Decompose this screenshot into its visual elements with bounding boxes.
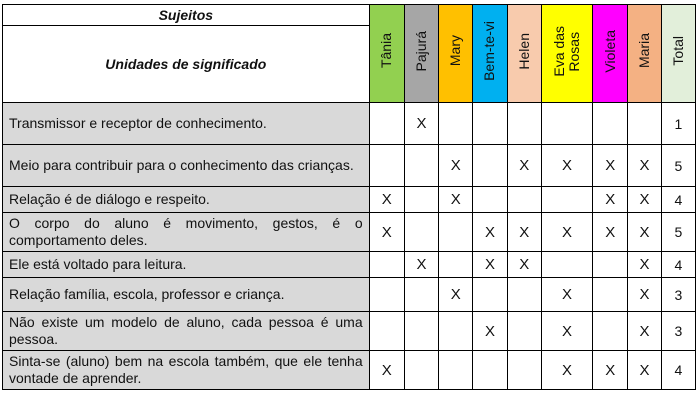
mark-cell [369,312,404,351]
total-cell: 4 [661,351,695,390]
subject-label: Mary [447,35,464,67]
subject-label: Maria [636,33,653,69]
mark-cell: X [628,213,661,252]
meaning-unit-text: Relação é de diálogo e respeito. [3,187,370,213]
mark-cell [507,351,541,390]
subject-label: Pajurá [413,30,429,72]
subject-header-eva-das-rosas [541,5,592,103]
subject-label: Bem-te-vi [481,21,498,81]
mark-cell [507,103,541,145]
mark-cell [439,213,473,252]
mark-cell: X [541,145,592,187]
mark-cell: X [473,213,507,252]
mark-cell: X [628,351,661,390]
meaning-unit-text: Meio para contribuir para o conhecimento das crianças. [3,145,370,187]
table-row [3,213,696,252]
subject-label: Eva das Rosas [551,25,582,77]
meaning-unit-text: O corpo do aluno é movimento, gestos, é o comportamento deles. [3,213,370,252]
table-row [3,278,696,312]
table-row [3,187,696,213]
subject-header-helen [507,5,541,103]
mark-cell [404,351,438,390]
mark-cell [593,312,628,351]
mark-cell: X [593,145,628,187]
total-cell: 4 [661,187,695,213]
mark-cell: X [628,187,661,213]
subject-label: Violeta [601,29,618,73]
mark-cell: X [369,187,404,213]
subjects-header: Sujeitos [3,5,370,26]
subject-label: Tânia [378,33,395,69]
subject-header-violeta [593,5,628,103]
meaning-unit-text: Relação família, escola, professor e criança. [3,278,370,312]
mark-cell [593,103,628,145]
total-cell: 4 [661,252,695,278]
total-cell: 3 [661,312,695,351]
total-label: Total [669,36,686,66]
mark-cell [507,312,541,351]
total-cell: 5 [661,213,695,252]
mark-cell [541,252,592,278]
mark-cell [369,252,404,278]
mark-cell [593,252,628,278]
meaning-unit-text: Não existe um modelo de aluno, cada pessoa é uma pessoa. [3,312,370,351]
mark-cell: X [369,213,404,252]
meaning-unit-text: Sinta-se (aluno) bem na escola também, que ele tenha vontade de aprender. [3,351,370,390]
mark-cell: X [404,252,438,278]
table-row [3,103,696,145]
mark-cell: X [593,213,628,252]
mark-cell [369,145,404,187]
mark-cell [369,278,404,312]
subject-header-bem-te-vi [473,5,507,103]
mark-cell: X [439,145,473,187]
mark-cell: X [369,351,404,390]
table-body [3,5,696,390]
mark-cell: X [507,145,541,187]
mark-cell: X [593,351,628,390]
mark-cell: X [541,213,592,252]
mark-cell [369,103,404,145]
mark-cell: X [541,278,592,312]
mark-cell [507,278,541,312]
total-cell: 3 [661,278,695,312]
mark-cell: X [473,252,507,278]
mark-cell [404,278,438,312]
mark-cell [541,103,592,145]
meaning-unit-text: Transmissor e receptor de conhecimento. [3,103,370,145]
mark-cell: X [628,312,661,351]
mark-cell: X [439,187,473,213]
mark-cell: X [404,103,438,145]
total-cell: 1 [661,103,695,145]
subject-label: Helen [515,32,532,70]
units-header: Unidades de significado [3,26,370,103]
mark-cell: X [628,252,661,278]
mark-cell [593,278,628,312]
table-row [3,312,696,351]
mark-cell [541,187,592,213]
table-row [3,145,696,187]
total-header [661,5,695,103]
mark-cell [473,145,507,187]
mark-cell [473,351,507,390]
mark-cell: X [593,187,628,213]
mark-cell [439,252,473,278]
table-row [3,252,696,278]
subject-header-pajura [404,5,438,103]
mark-cell: X [541,351,592,390]
mark-cell: X [473,312,507,351]
mark-cell [507,187,541,213]
mark-cell [439,351,473,390]
mark-cell [439,312,473,351]
mark-cell: X [507,213,541,252]
subject-header-mary [439,5,473,103]
mark-cell [439,103,473,145]
mark-cell: X [507,252,541,278]
mark-cell [404,312,438,351]
mark-cell [404,187,438,213]
subject-header-maria [628,5,661,103]
mark-cell: X [541,312,592,351]
mark-cell: X [439,278,473,312]
total-cell: 5 [661,145,695,187]
mark-cell [628,103,661,145]
mark-cell [404,213,438,252]
header-row-subjects [3,5,696,26]
mark-cell: X [628,278,661,312]
mark-cell [473,278,507,312]
meaning-unit-text: Ele está voltado para leitura. [3,252,370,278]
table-row [3,351,696,390]
mark-cell [473,187,507,213]
mark-cell: X [628,145,661,187]
meaning-units-table [2,4,696,390]
subject-header-tania [369,5,404,103]
mark-cell [404,145,438,187]
mark-cell [473,103,507,145]
